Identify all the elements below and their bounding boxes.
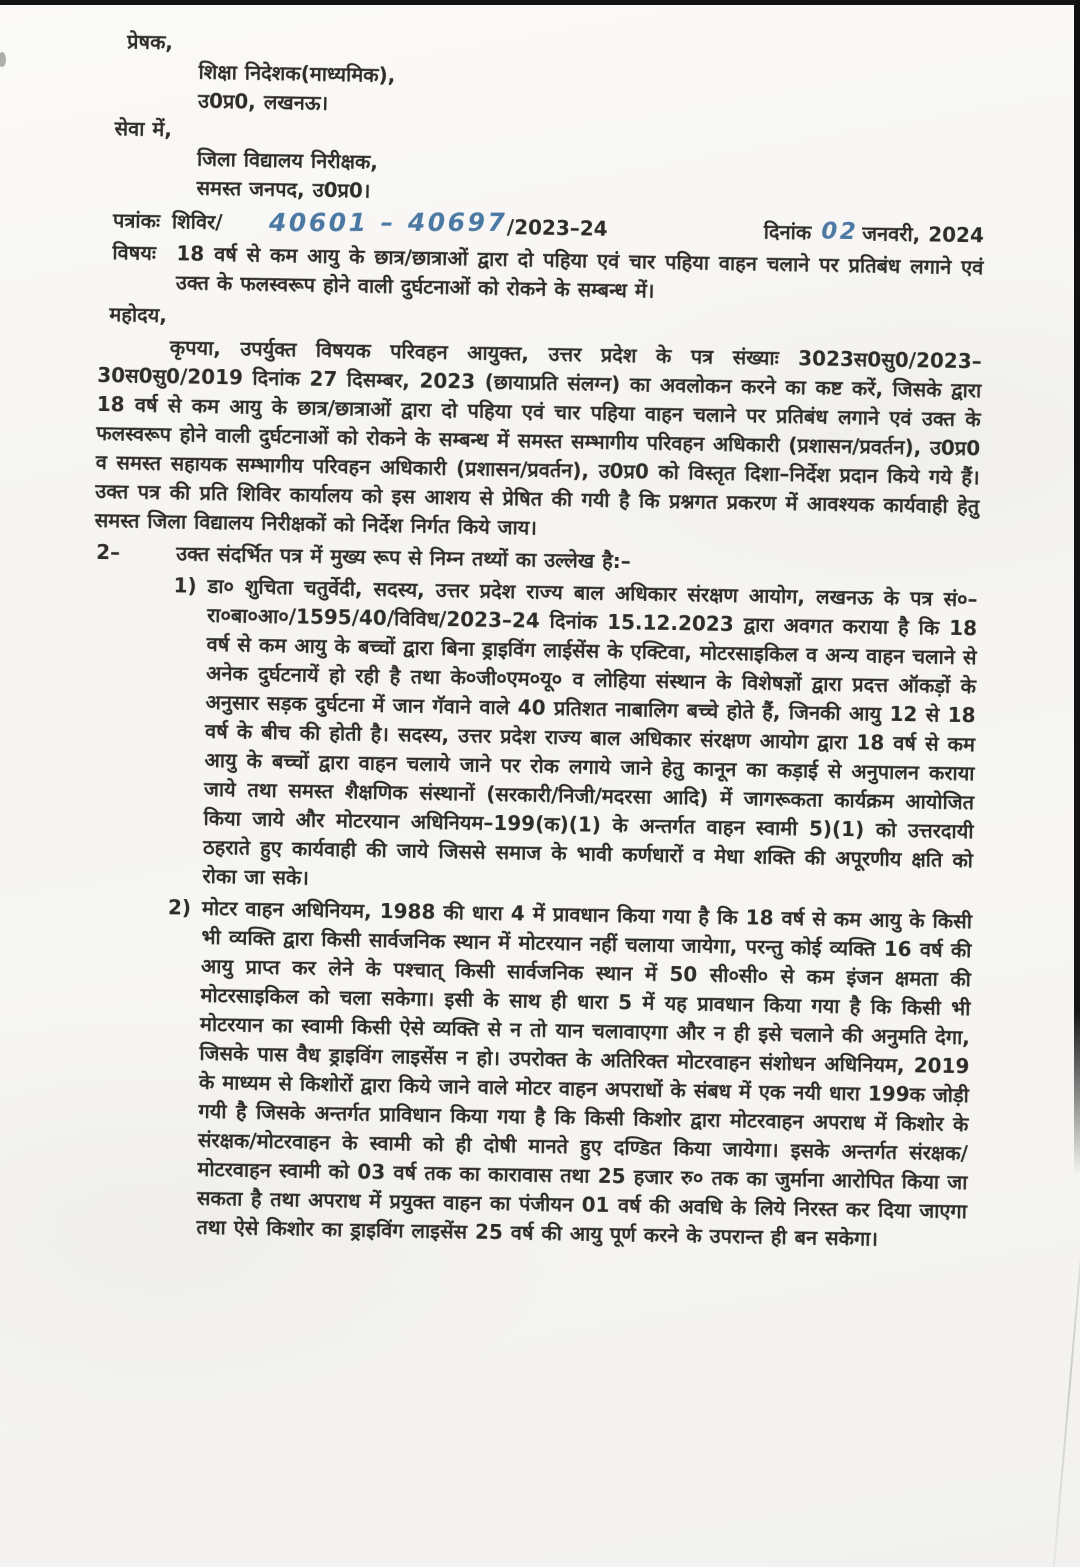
subject-row (99, 238, 984, 311)
letter-number-prefix: शिविर/ (171, 209, 223, 235)
list-item-text: मोटर वाहन अधिनियम, 1988 की धारा 4 में प्रावधान किया गया है कि 18 वर्ष से कम आयु के किसी भी व्यक्ति द्वारा किसी सार्वजनिक स्थान में मोटरयान नहीं चलाया जायेगा, परन्तु कोई व्यक्ति 16 वर्ष की आयु प्राप्त कर लेने के पश्चात् किसी सार्वजनिक स्थान में 50 सी०सी० से कम इंजन क्षमता की मोटरसाइकिल को चला सकेगा। इसी के साथ ही धारा 5 में यह प्रावधान किया गया है कि किसी भी मोटरयान का स्वामी किसी ऐसे व्यक्ति से न तो यान चलावाएगा और न ही इसे चलाने की अनुमति देगा, जिसके पास वैध ड्राइविंग लाइसेंस न हो। उपरोक्त के अतिरिक्त मोटरवाहन संशोधन अधिनियम, 2019 के माध्यम से किशोरों द्वारा किये जाने वाले मोटर वाहन अपराधों के संबध में एक नयी धारा 199क जोड़ी गयी है जिसके अन्तर्गत प्राविधान किया गया है कि किसी किशोर द्वारा मोटरवाहन अपराध में किशोर के संरक्षक/मोटरवाहन के स्वामी को ही दोषी मानते हुए दण्डित किया जायेगा। इसके अन्तर्गत संरक्षक/मोटरवाहन स्वामी को 03 वर्ष तक का कारावास तथा 25 हजार रु० तक का जुर्माना आरोपित किया जा सकता है तथा अपराध में प्रयुक्त वाहन का पंजीयन 01 वर्ष की अवधि के लिये निरस्त कर दिया जाएगा तथा ऐसे किशोर का ड्राइविंग लाइसेंस 25 वर्ष की आयु पूर्ण करने के उपरान्त ही बन सकेगा। (196, 895, 973, 1251)
clause-2-text: उक्त संदर्भित पत्र में मुख्य रूप से निम्न तथ्यों का उल्लेख है:– (175, 541, 631, 574)
list-item-number: 1) (173, 573, 197, 598)
subject-text: 18 वर्ष से कम आयु के छात्र/छात्राओं द्वारा दो पहिया एवं चार पहिया वाहन चलाने पर प्रतिबंध लगाने एवं उक्त के फलस्वरूप होने वाली दुर्घटनाओं को रोकने के सम्बन्ध में। (175, 241, 984, 303)
list-item (162, 893, 972, 1255)
handwritten-letter-number: 40601 – 40697 (268, 207, 507, 238)
fact-list (162, 571, 978, 1255)
clause-2-number: 2– (96, 539, 121, 565)
sender-line: उ0प्र0, लखनऊ। (197, 88, 329, 115)
list-item-number: 2) (167, 895, 192, 920)
letter-number-label: पत्रांकः (112, 208, 161, 233)
sender-line: शिक्षा निदेशक(माध्यमिक), (198, 59, 396, 88)
intro-text-b: का अवलोकन करने का कष्ट करें, जिसके द्वारा 18 वर्ष से कम आयु के छात्र/छात्राओं द्वारा दो पहिया एवं चार पहिया वाहन चलाने पर प्रतिबंध लगाने एवं उक्त के फलस्वरूप होने वाली दुर्घटनाओं को रोकने के सम्बन्ध में समस्त सम्भागीय परिवहन अधिकारी (प्रशासन/प्रवर्तन), उ0प्र0 व समस्त सहायक सम्भागीय परिवहन अधिकारी (प्रशासन/प्रवर्तन), उ0प्र0 को विस्तृत दिशा–निर्देश प्रदान किये गये हैं। उक्त पत्र की प्रति शिविर कार्यालय को इस आशय से प्रेषित की गयी है कि प्रश्नगत प्रकरण में आवश्यक कार्यवाही हेतु समस्त जिला विद्यालय निरीक्षकों को निर्देश निर्गत किये जाय। (94, 372, 982, 540)
date-label: दिनांक (763, 219, 812, 245)
intro-text-bold: (छायाप्रति संलग्न) (484, 369, 621, 397)
list-item (168, 571, 977, 904)
date-text: जनवरी, 2024 (862, 221, 985, 248)
subject-label: विषयः (112, 240, 157, 265)
recipient-label: सेवा में, (114, 116, 173, 142)
handwritten-date-day: 02 (821, 218, 859, 246)
letter-number-suffix: /2023–24 (506, 215, 608, 241)
recipient-line: समस्त जनपद, उ0प्र0। (196, 175, 371, 203)
salutation: महोदय, (109, 302, 168, 328)
date-group (764, 218, 985, 251)
intro-text-a: कृपया, उपर्युक्त विषयक परिवहन आयुक्त, उत्तर प्रदेश के पत्र संख्याः 3023स0सु0/2023–30स0सु0/2019 दिनांक 27 दिसम्बर, 2023 (97, 335, 982, 394)
sender-label: प्रेषक, (126, 29, 174, 55)
list-item-text: डा० शुचिता चतुर्वेदी, सदस्य, उत्तर प्रदेश राज्य बाल अधिकार संरक्षण आयोग, लखनऊ के पत्र सं०–रा०बा०आ०/1595/40/विविध/2023–24 दिनांक 15.12.2023 द्वारा अवगत कराया है कि 18 वर्ष से कम आयु के बच्चों द्वारा बिना ड्राइविंग लाईसेंस के एक्टिवा, मोटरसाइकिल व अन्य वाहन चलाने से अनेक दुर्घटनायें हो रही है तथा के०जी०एम०यू० व लोहिया संस्थान के विशेषज्ञों द्वारा प्रदत्त ऑकड़ों के अनुसार सड़क दुर्घटना में जान गॅवाने वाले 40 प्रतिशत नाबालिग बच्चे होते हैं, जिनकी आयु 12 से 18 वर्ष के बीच की होती है। सदस्य, उत्तर प्रदेश राज्य बाल अधिकार संरक्षण आयोग द्वारा 18 वर्ष से कम आयु के बच्चों द्वारा वाहन चलाये जाने पर रोक लगाये जाने हेतु कानून का कड़ाई से अनुपालन कराया जाये तथा समस्त शैक्षणिक संस्थानों (सरकारी/निजी/मदरसा आदि) में जागरूकता कार्यक्रम आयोजित किया जाये और मोटरयान अधिनियम–199(क)(1) के अन्तर्गत वाहन स्वामी 5)(1) को उत्तरदायी ठहराते हुए कार्यवाही की जाये जिससे समाज के भावी कर्णधारों व मेधा शक्ति की अपूरणीय क्षति को रोका जा सके। (202, 573, 978, 890)
intro-paragraph (95, 332, 982, 550)
recipient-line: जिला विद्यालय निरीक्षक, (196, 146, 379, 174)
